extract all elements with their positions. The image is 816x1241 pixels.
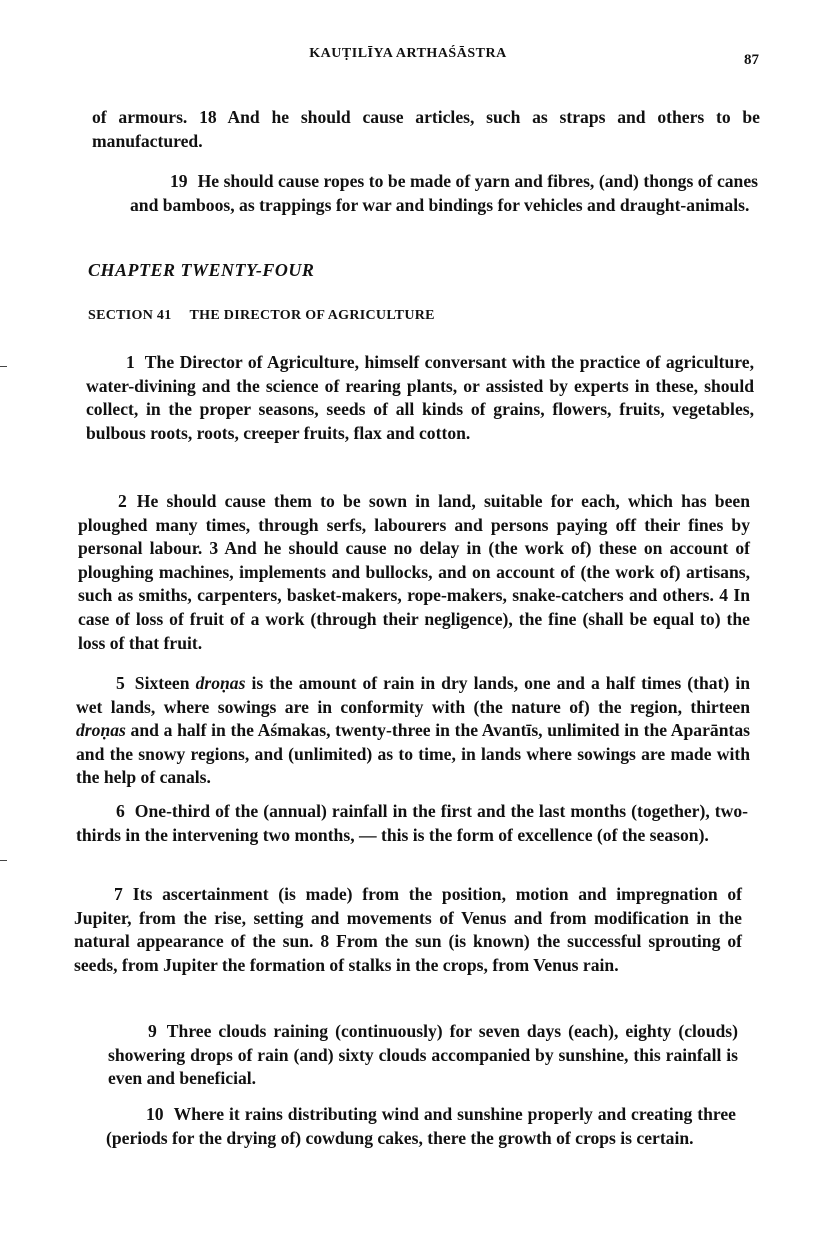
paragraph-9 — [108, 1020, 738, 1091]
paragraph-19 — [130, 170, 758, 217]
paragraph-text: One-third of the (annual) rainfall in the first and the last months (together), two-thirds in the intervening two months, — this is the form of excellence (of the season). — [76, 801, 748, 845]
scan-edge-mark — [0, 366, 7, 367]
chapter-title: CHAPTER TWENTY-FOUR — [88, 260, 315, 280]
paragraph-number: 19 — [170, 171, 188, 191]
paragraph-text: He should cause ropes to be made of yarn and fibres, (and) thongs of canes and bamboos, as trappings for war and bindings for vehicles and draught-animals. — [130, 171, 758, 215]
paragraph-2 — [78, 490, 750, 655]
paragraph-text: Three clouds raining (continuously) for seven days (each), eighty (clouds) showering drops of rain (and) sixty clouds accompanied by sunshine, this rainfall is even and beneficial. — [108, 1021, 738, 1089]
term-dronas: droṇas — [195, 673, 246, 693]
running-head: KAUṬILĪYA ARTHAŚĀSTRA — [309, 46, 507, 61]
paragraph-number: 6 — [116, 801, 125, 821]
section-heading — [88, 308, 435, 324]
paragraph-7 — [74, 883, 742, 977]
term-dronas: droṇas — [76, 720, 126, 741]
paragraph-text: is the amount of rain in dry lands, one and a half times (that) in wet lands, where sowings are in conformity with (the nature of) the region, thirteen — [76, 673, 750, 717]
paragraph-6 — [76, 800, 748, 847]
paragraph-number: 1 — [126, 352, 135, 372]
paragraph-text: Its ascertainment (is made) from the position, motion and impregnation of Jupiter, from the rise, setting and movements of Venus and from modification in the natural appearance of the sun. 8 From the sun (is known) the successful sprouting of seeds, from Jupiter the formation of stalks in the crops, from Venus rain. — [74, 884, 742, 975]
paragraph-text: Where it rains distributing wind and sunshine properly and creating three (periods for the drying of) cowdung cakes, there the growth of crops is certain. — [106, 1104, 736, 1148]
page-number: 87 — [744, 52, 759, 68]
paragraph-carryover: of armours. 18 And he should cause articles, such as straps and others to be manufactured. — [92, 107, 760, 151]
section-label: SECTION 41 — [88, 308, 172, 323]
paragraph-number: 7 — [114, 884, 123, 904]
paragraph-number: 5 — [116, 673, 125, 693]
section-title: THE DIRECTOR OF AGRICULTURE — [189, 308, 435, 323]
paragraph-5 — [76, 672, 750, 790]
paragraph-number: 10 — [146, 1104, 164, 1124]
paragraph-number: 9 — [148, 1021, 157, 1041]
paragraph-text: and a half in the Aśmakas, twenty-three in the Avantīs, unlimited in the Aparāntas and the snowy regions, and (unlimited) as to time, in lands where sowings are made with the help of canals. — [76, 720, 750, 788]
paragraph-number: 2 — [118, 491, 127, 511]
paragraph-text: Sixteen — [134, 673, 196, 693]
paragraph-text: The Director of Agriculture, himself conversant with the practice of agriculture, water-divining and the science of rearing plants, or assisted by experts in these, should collect, in the proper seasons, seeds of all kinds of grains, flowers, fruits, vegetables, bulbous roots, roots, creeper fruits, flax and cotton. — [86, 352, 754, 443]
paragraph-1 — [86, 351, 754, 445]
paragraph-text: He should cause them to be sown in land, suitable for each, which has been ploughed many times, through serfs, labourers and persons paying off their fines by personal labour. 3 And he should cause no delay in (the work of) these on account of ploughing machines, implements and bullocks, and on account of (the work of) artisans, such as smiths, carpenters, basket-makers, rope-makers, snake-catchers and others. 4 In case of loss of fruit of a work (through their negligence), the fine (shall be equal to) the loss of that fruit. — [78, 491, 750, 653]
scan-edge-mark — [0, 860, 7, 861]
paragraph-10 — [106, 1103, 736, 1150]
